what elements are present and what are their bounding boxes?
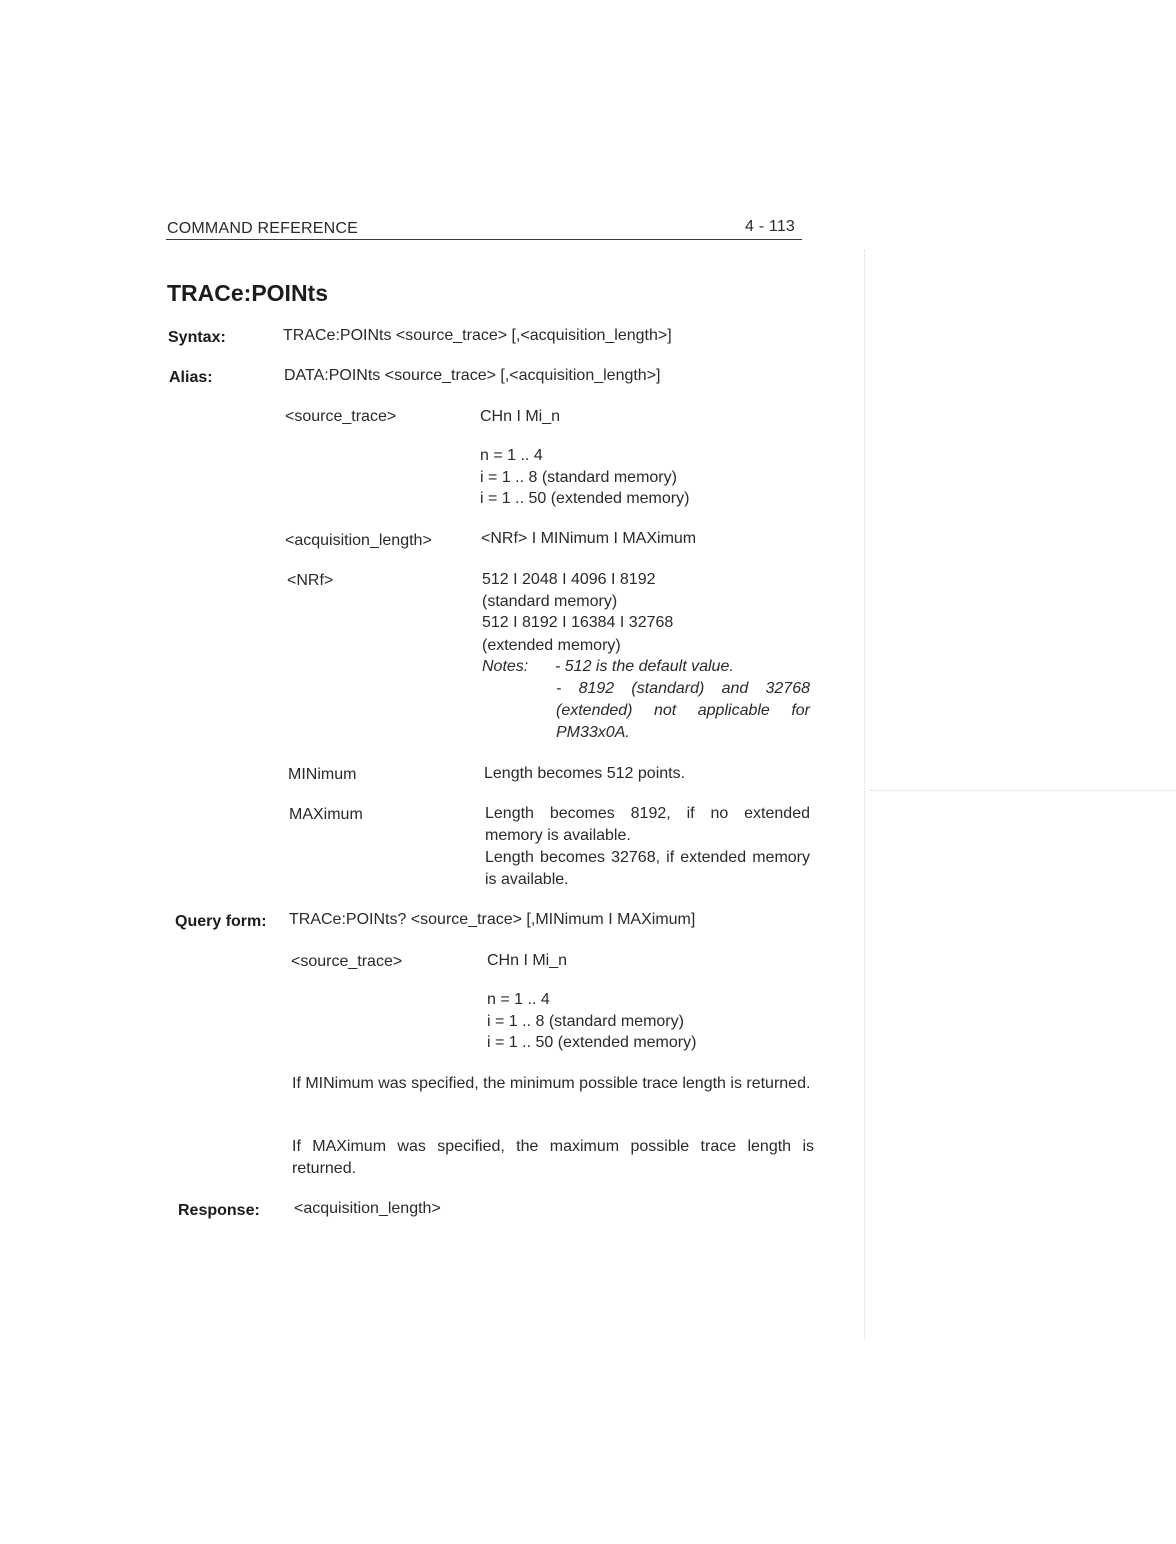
param-acquisition-length-name: <acquisition_length> xyxy=(285,532,432,549)
param-source-trace-line: n = 1 .. 4 xyxy=(480,447,543,464)
note-item: - 512 is the default value. xyxy=(555,658,734,675)
header-rule xyxy=(166,239,802,240)
query-source-trace-line: i = 1 .. 50 (extended memory) xyxy=(487,1034,697,1051)
param-maximum-name: MAXimum xyxy=(289,806,363,823)
param-minimum-text: Length becomes 512 points. xyxy=(484,765,686,782)
param-source-trace-line: i = 1 .. 50 (extended memory) xyxy=(480,490,690,507)
page-title: TRACe:POINts xyxy=(167,280,329,306)
syntax-text: TRACe:POINts <source_trace> [,<acquisition_length>] xyxy=(283,327,672,344)
query-source-trace-name: <source_trace> xyxy=(291,953,403,970)
response-label: Response: xyxy=(178,1202,260,1219)
running-header-section: COMMAND REFERENCE xyxy=(167,220,358,237)
param-source-trace-name: <source_trace> xyxy=(285,408,397,425)
param-nrf-line: 512 I 8192 I 16384 I 32768 xyxy=(482,614,674,631)
page-number: 4 - 113 xyxy=(745,218,796,235)
query-max-paragraph: If MAXimum was specified, the maximum possible trace length is returned. xyxy=(292,1138,814,1177)
syntax-label: Syntax: xyxy=(168,329,226,346)
param-maximum-text: Length becomes 8192, if no extended memory is available. xyxy=(485,805,810,844)
note-item: - 8192 (standard) and 32768 (extended) not applicable for PM33x0A. xyxy=(556,680,810,741)
param-nrf-line: (extended memory) xyxy=(482,637,621,654)
param-acquisition-length-value: <NRf> I MINimum I MAXimum xyxy=(481,530,697,547)
alias-text: DATA:POINts <source_trace> [,<acquisition_length>] xyxy=(284,367,661,384)
query-form-text: TRACe:POINts? <source_trace> [,MINimum I MAXimum] xyxy=(289,911,696,928)
param-source-trace-line: i = 1 .. 8 (standard memory) xyxy=(480,469,677,486)
query-source-trace-line: n = 1 .. 4 xyxy=(487,991,550,1008)
param-nrf-name: <NRf> xyxy=(287,572,334,589)
query-source-trace-value: CHn I Mi_n xyxy=(487,952,568,969)
param-minimum-name: MINimum xyxy=(288,766,357,783)
scan-fold-line xyxy=(870,790,1176,791)
param-maximum-text: Length becomes 32768, if extended memory is available. xyxy=(485,849,810,888)
param-source-trace-value: CHn I Mi_n xyxy=(480,408,561,425)
query-min-paragraph: If MINimum was specified, the minimum possible trace length is returned. xyxy=(292,1075,811,1092)
param-nrf-line: 512 I 2048 I 4096 I 8192 xyxy=(482,571,656,588)
query-form-label: Query form: xyxy=(175,913,267,930)
response-text: <acquisition_length> xyxy=(294,1200,441,1217)
param-nrf-line: (standard memory) xyxy=(482,593,618,610)
scan-edge-line xyxy=(864,250,865,1340)
query-source-trace-line: i = 1 .. 8 (standard memory) xyxy=(487,1013,684,1030)
notes-label: Notes: xyxy=(482,658,529,675)
alias-label: Alias: xyxy=(169,369,213,386)
